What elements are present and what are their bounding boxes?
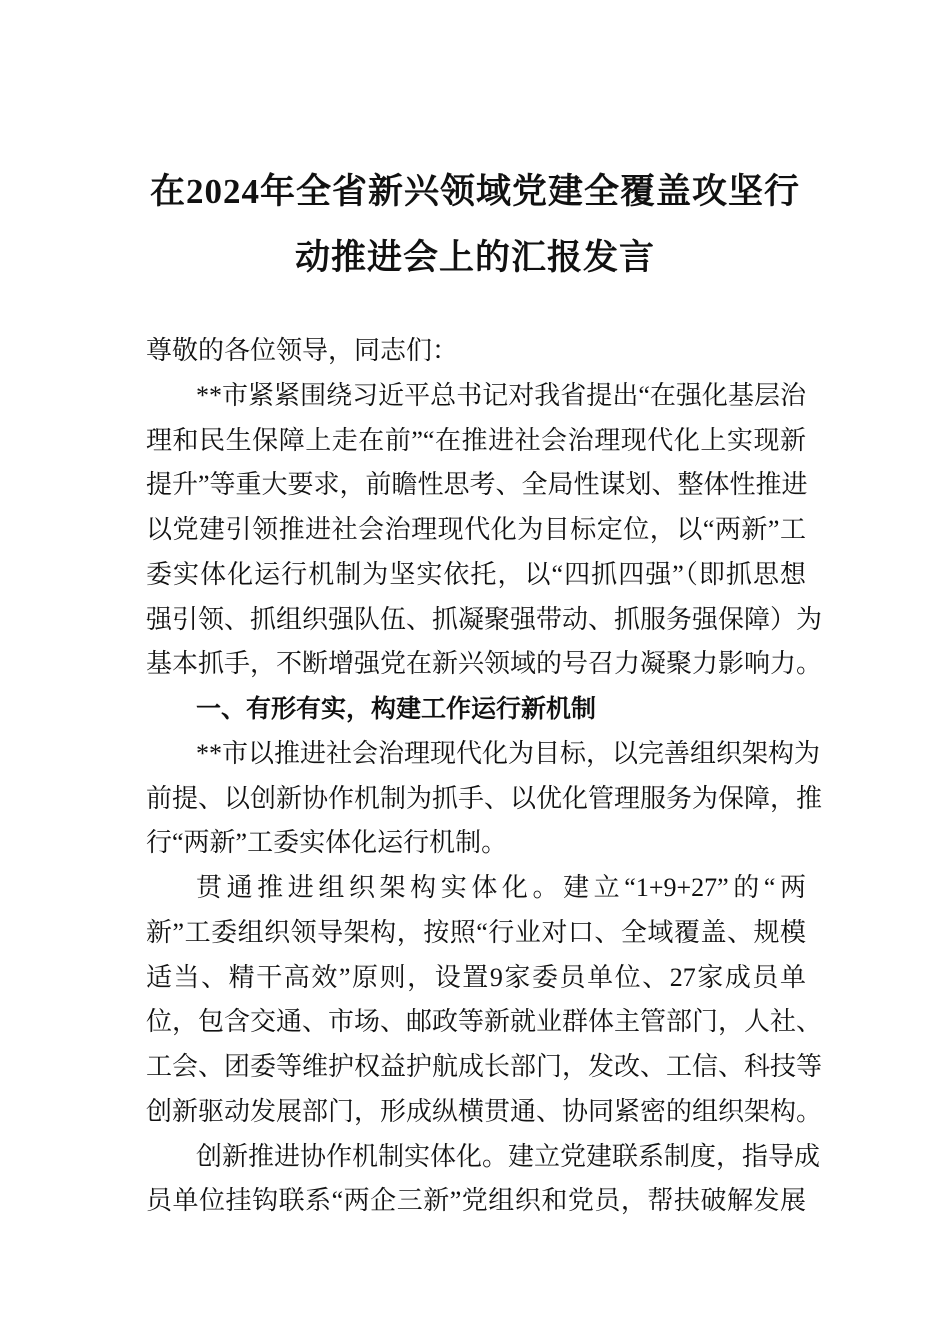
paragraph-line: 位，包含交通、市场、邮政等新就业群体主管部门，人社、 [146,1007,823,1037]
paragraph-line: 员单位挂钩联系“两企三新”党组织和党员，帮扶破解发展 [146,1186,806,1216]
paragraph-line: 基本抓手，不断增强党在新兴领域的号召力凝聚力影响力。 [146,649,823,679]
document-title-line-2: 动推进会上的汇报发言 [294,238,655,277]
section-heading: 一、有形有实，构建工作运行新机制 [196,695,597,723]
paragraph-line: 前提、以创新协作机制为抓手、以优化管理服务为保障，推 [146,783,823,813]
paragraph-line: 适当、精干高效”原则，设置9家委员单位、27家成员单 [146,962,806,992]
paragraph-line: 创新驱动发展部门，形成纵横贯通、协同紧密的组织架构。 [146,1096,823,1126]
paragraph-line: 强引领、抓组织强队伍、抓凝聚强带动、抓服务强保障）为 [146,604,823,634]
paragraph-line: 委实体化运行机制为坚实依托，以“四抓四强”（即抓思想 [146,559,806,589]
paragraph-line: 工会、团委等维护权益护航成长部门，发改、工信、科技等 [146,1052,823,1081]
paragraph-line: **市紧紧围绕习近平总书记对我省提出“在强化基层治 [196,380,806,410]
paragraph-line: 创新推进协作机制实体化。建立党建联系制度，指导成 [196,1141,821,1171]
paragraph-line: **市以推进社会治理现代化为目标，以完善组织架构为 [196,738,821,768]
paragraph-line: 提升”等重大要求，前瞻性思考、全局性谋划、整体性推进 [146,470,808,500]
paragraph-line: 新”工委组织领导架构，按照“行业对口、全域覆盖、规模 [146,917,806,947]
paragraph-line: 贯通推进组织架构实体化。建立“1+9+27”的“两 [196,873,806,902]
salutation: 尊敬的各位领导，同志们： [146,336,459,365]
paragraph-line: 行“两新”工委实体化运行机制。 [146,828,508,858]
paragraph-line: 以党建引领推进社会治理现代化为目标定位，以“两新”工 [146,515,806,544]
document-title-line-1: 在2024年全省新兴领域党建全覆盖攻坚行 [149,172,800,211]
paragraph-line: 理和民生保障上走在前”“在推进社会治理现代化上实现新 [146,425,806,455]
